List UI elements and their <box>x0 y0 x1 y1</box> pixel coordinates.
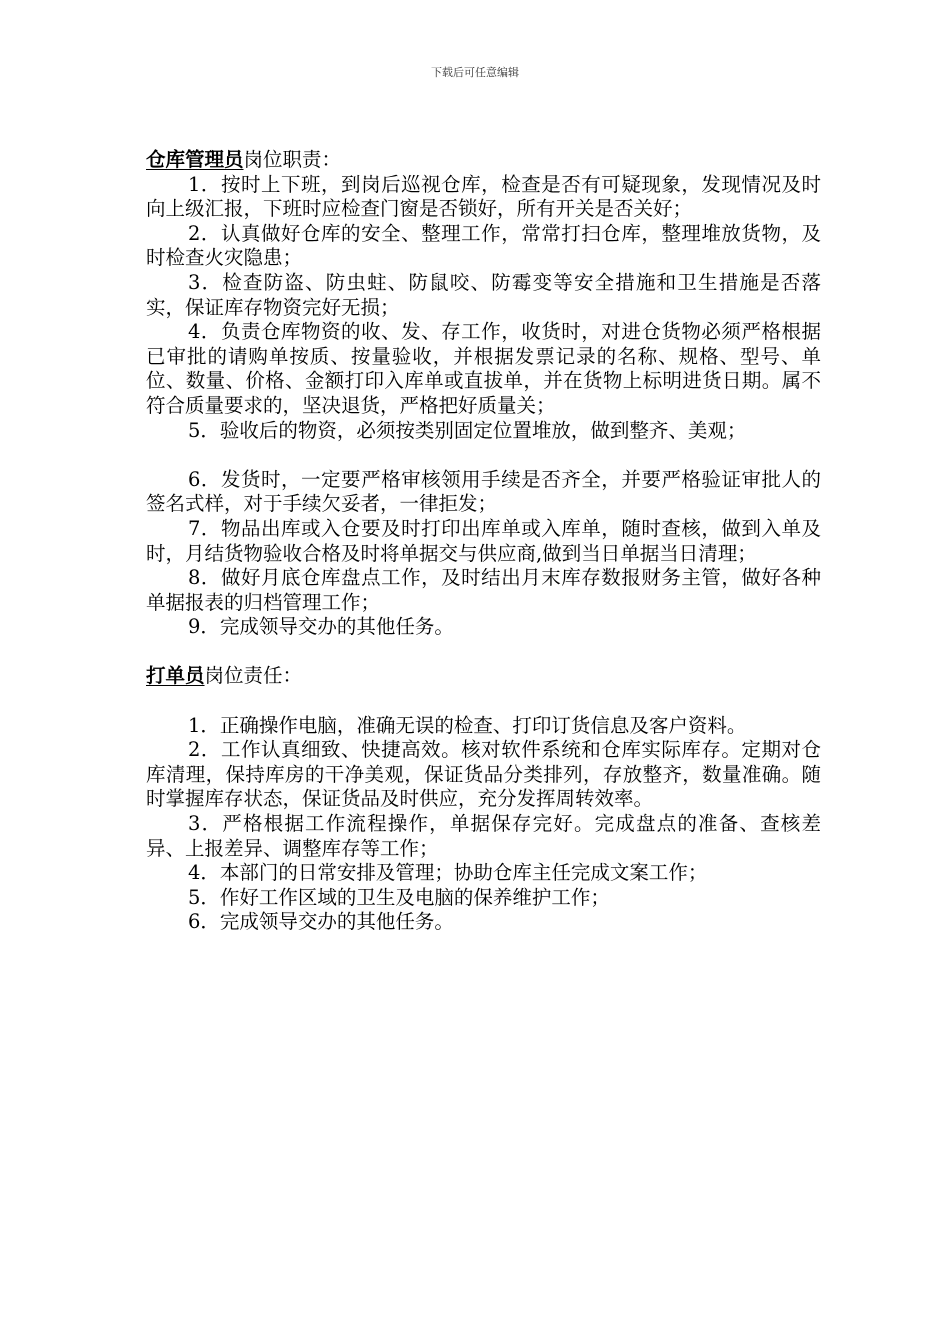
blank-line <box>146 689 821 714</box>
duty-item: 1．正确操作电脑，准确无误的检查、打印订货信息及客户资料。 <box>188 713 747 737</box>
role-title-order-clerk: 打单员 <box>146 664 205 688</box>
duty-item: 2．工作认真细致、快捷高效。核对软件系统和仓库实际库存。定期对仓库清理，保持库房的干净美观，保证货品分类排列，存放整齐，数量准确。随时掌握库存状态，保证货品及时供应，充分发挥周转效率。 <box>146 738 821 811</box>
duty-item: 2．认真做好仓库的安全、整理工作，常常打扫仓库，整理堆放货物，及时检查火灾隐患； <box>146 221 821 270</box>
duty-item: 3．检查防盗、防虫蛀、防鼠咬、防霉变等安全措施和卫生措施是否落实，保证库存物资完好无损； <box>146 270 821 319</box>
duty-item: 8．做好月底仓库盘点工作，及时结出月末库存数报财务主管，做好各种单据报表的归档管理工作； <box>146 566 821 614</box>
duty-item: 6．发货时，一定要严格审核领用手续是否齐全，并要严格验证审批人的签名式样，对于手续欠妥者，一律拒发； <box>146 467 821 516</box>
section-heading-warehouse-keeper <box>146 148 821 173</box>
heading-suffix: 岗位职责： <box>243 148 342 171</box>
heading-suffix: 岗位责任： <box>204 664 303 688</box>
duty-item: 3．严格根据工作流程操作，单据保存完好。完成盘点的准备、查核差异、上报差异、调整库存等工作； <box>146 812 821 860</box>
blank-line <box>146 640 821 665</box>
duty-item: 9．完成领导交办的其他任务。 <box>188 615 454 639</box>
blank-line <box>146 443 821 468</box>
page-header-note: 下载后可任意编辑 <box>431 66 519 79</box>
duty-item: 5．验收后的物资，必须按类别固定位置堆放，做到整齐、美观； <box>188 418 747 442</box>
role-title-warehouse-keeper: 仓库管理员 <box>146 148 244 171</box>
section-heading-order-clerk <box>146 664 821 689</box>
duty-item: 7．物品出库或入仓要及时打印出库单或入库单，随时查核，做到入单及时，月结货物验收合格及时将单据交与供应商,做到当日单据当日清理； <box>146 516 821 565</box>
duty-item: 4．负责仓库物资的收、发、存工作，收货时，对进仓货物必须严格根据已审批的请购单按质、按量验收，并根据发票记录的名称、规格、型号、单位、数量、价格、金额打印入库单或直拔单，并在货物上标明进货日期。属不符合质量要求的，坚决退货，严格把好质量关； <box>146 320 821 417</box>
duty-item: 6．完成领导交办的其他任务。 <box>188 910 454 934</box>
duty-item: 1．按时上下班，到岗后巡视仓库，检查是否有可疑现象，发现情况及时向上级汇报，下班时应检查门窗是否锁好，所有开关是否关好； <box>146 172 821 221</box>
duty-item: 4．本部门的日常安排及管理；协助仓库主任完成文案工作； <box>188 861 708 885</box>
document-body <box>146 148 821 935</box>
duty-item: 5．作好工作区域的卫生及电脑的保养维护工作； <box>188 885 610 909</box>
